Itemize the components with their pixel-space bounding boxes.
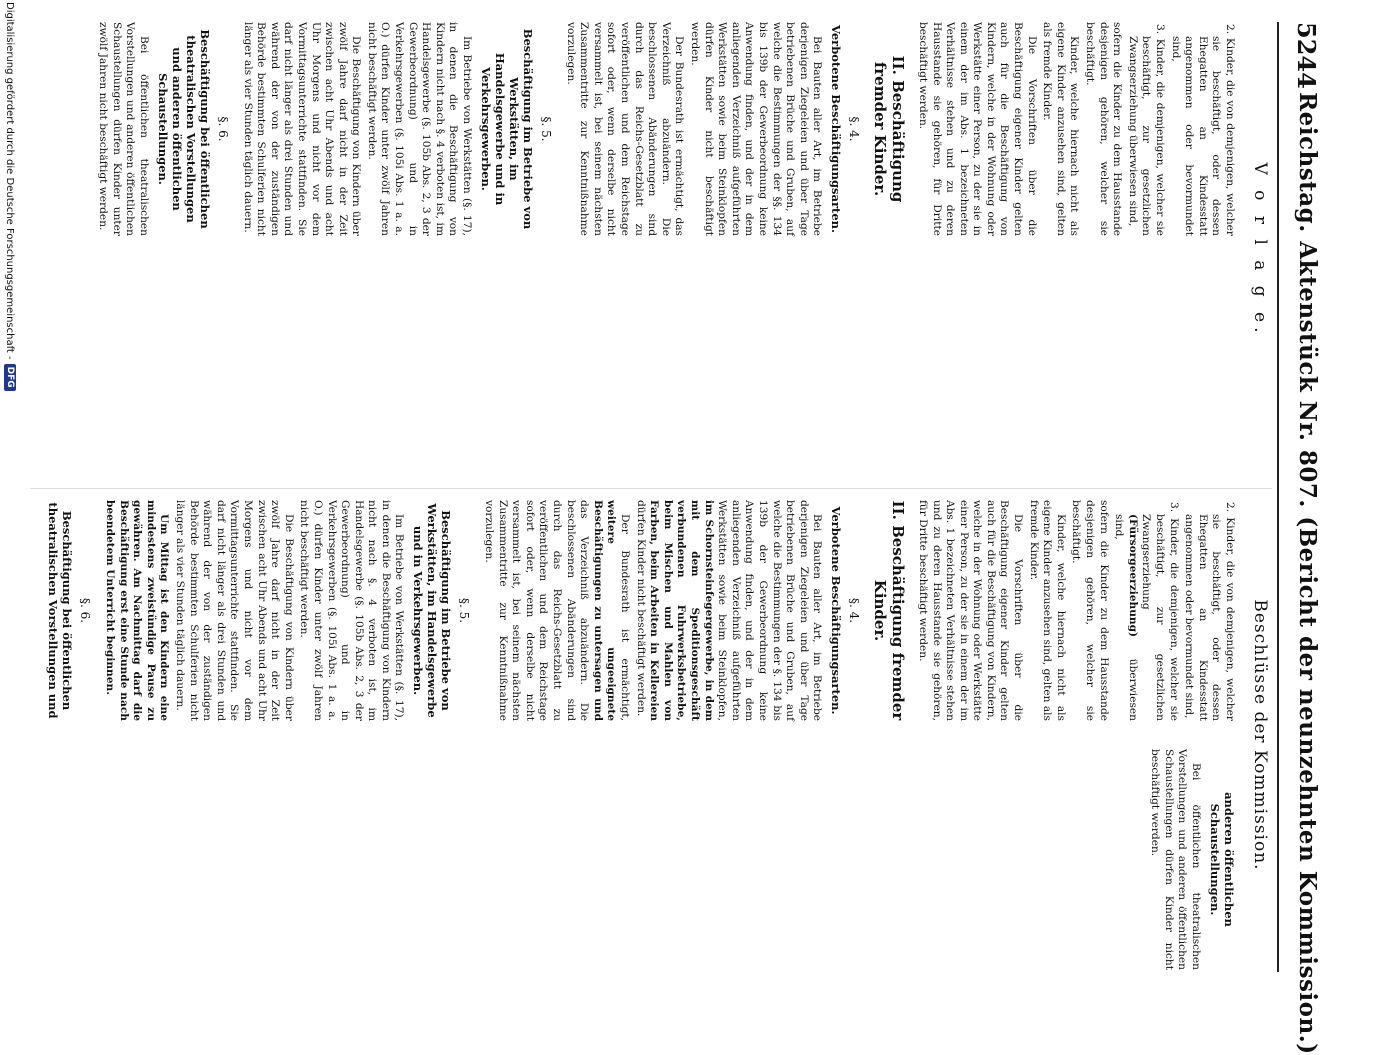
vorlage-s5-title: Beschäftigung im Betriebe von Werkstätten, im Handelsgewerbe und in Verkehrsgewerben. — [479, 28, 536, 230]
vorlage-paragraph: Die Beschäftigung von Kindern über zwölf Jahre darf nicht in der Zeit zwischen acht Uhr Abends und acht Uhr Morgens und nicht vor dem Vormittagsunterrichte stattfinden. Sie darf nicht länger als drei Stunden und während der von der zuständigen Behörde bestimmten Schulferien nicht länger als vier Stunden täglich dauern. — [241, 22, 363, 236]
page-number: 5244 — [1292, 22, 1321, 89]
kommission-paragraph-emphasis: Um Mittag ist den Kindern eine mindestens zweistündige Pause zu gewähren. Am Nachmittag darf die Beschäftigung erst eine Stunde nach beendetem Unterricht beginnen. — [104, 500, 171, 721]
s4-p2-text-end: das Verzeichniß abzuändern. Die beschlossenen Abänderungen sind durch das Reichs-Gesetzblatt zu veröffentlichen und dem Reichstage sofort oder, wenn derselbe nicht versammelt ist, bei seinem nächsten Zusammentritte zur Kenntnißnahme vorzulegen. — [483, 500, 591, 721]
vorlage-columns — [26, 22, 1236, 478]
kommission-heading: Beschlüsse der Kommission. — [1250, 599, 1270, 871]
page-header — [1277, 22, 1325, 1055]
vorlage-s4: §. 4. — [847, 116, 862, 142]
kommission-s5: §. 5. — [457, 597, 472, 624]
s4-text-end: dürfen Kinder nicht beschäftigt werden. — [634, 500, 647, 717]
kommission-paragraph: Kinder, welche hiernach nicht als eigene Kinder anzusehen sind, gelten als fremde Kinder. — [1027, 500, 1067, 721]
kommission-s4-title: Verbotene Beschäftigungsarten. — [829, 506, 844, 715]
footer-text: Digitalisierung gefördert durch die Deutsche Forschungsgemeinschaft - — [4, 2, 16, 360]
page-title: Reichstag. Aktenstück Nr. 807. (Bericht der neunzehnten Kommission.) — [1294, 92, 1321, 1055]
vorlage-s5: §. 5. — [539, 116, 554, 142]
kommission-section-title: II. Beschäftigung fremder Kinder. — [871, 500, 908, 721]
kommission-paragraph: Die Beschäftigung von Kindern über zwölf Jahre darf nicht in der Zeit zwischen acht Uhr Abends und acht Uhr Morgens und nicht vor dem Vormittagsunterrichte stattfinden. Sie darf nicht länger als drei Stunden und während der von der zuständigen Behörde bestimmten Schulferien nicht länger als vier Stunden täglich dauern. — [174, 500, 295, 721]
vorlage-section-title: II. Beschäftigung fremder Kinder. — [871, 55, 908, 203]
s4-emphasis: im Schornsteinfegergewerbe, in dem mit dem Speditionsgeschäft verbundenen Fuhrwerksbetriebe, beim Mischen und Mahlen von Farben, beim Arbeiten in Kellereien — [648, 500, 715, 721]
column-divider — [30, 488, 1272, 489]
vorlage-tail: sofern die Kinder zu dem Hausstande desjenigen gehören, welcher sie beschäftigt. — [1084, 22, 1124, 236]
dfg-logo: DFG — [4, 364, 16, 391]
vorlage-s6: §. 6. — [215, 116, 230, 142]
kommission-section — [26, 500, 1272, 970]
kommission-paragraph — [482, 500, 632, 721]
kommission-item-2: 2. Kinder, die von demjenigen, welcher sie beschäftigt, oder dessen Ehegatten an Kindesstatt angenommen oder bevormundet sind, — [1183, 502, 1236, 721]
vorlage-paragraph: Der Bundesrath ist ermächtigt, das Verzeichniß abzuändern. Die beschlossenen Abänderungen sind durch das Reichs-Gesetzblatt zu veröffentlichen und dem Reichstage sofort oder, wenn derselbe nicht versammelt ist, bei seinem nächsten Zusammentritte zur Kenntnißnahme vorzulegen. — [564, 22, 686, 236]
kommission-columns — [26, 500, 1236, 970]
vorlage-paragraph: Im Betriebe von Werkstätten (§. 17), in denen die Beschäftigung von Kindern nicht nach §. 4 verboten ist, im Handelsgewerbe (§. 105b Abs. 2, 3 der Gewerbeordnung) und in Verkehrsgewerben (§. 105i Abs. 1 a. a. O.) dürfen Kinder unter zwölf Jahren nicht beschäftigt werden. — [365, 22, 474, 236]
vorlage-s4-title: Verbotene Beschäftigungsarten. — [829, 25, 844, 233]
vorlage-paragraph: Bei öffentlichen theatralischen Vorstellungen und anderen öffentlichen Schaustellungen dürfen Kinder unter zwölf Jahren nicht beschäftigt werden. — [97, 22, 150, 236]
vorlage-item-3: 3. Kinder, die demjenigen, welcher sie beschäftigt, zur gesetzlichen Zwangserziehung überwiesen sind, — [1126, 24, 1167, 236]
kommission-tail: sofern die Kinder zu dem Hausstande desjenigen gehören, welcher sie beschäftigt. — [1070, 500, 1110, 721]
vorlage-item-2: 2. Kinder, die von demjenigen, welcher sie beschäftigt, oder dessen Ehegatten an Kindesstatt angenommen oder bevormundet sind, — [1169, 24, 1236, 236]
kommission-s6-title: Beschäftigung bei öffentlichen theatralischen Vorstellungen und anderen öffentlichen Schaustellungen. — [46, 502, 1236, 927]
vorlage-paragraph: Kinder, welche hiernach nicht als eigene Kinder anzusehen sind, gelten als fremde Kinder. — [1041, 22, 1081, 236]
kommission-paragraph: Bei öffentlichen theatralischen Vorstellungen und anderen öffentlichen Schaustellungen dürfen Kinder nicht beschäftigt werden. — [1149, 749, 1202, 970]
kommission-paragraph: Die Vorschriften über die Beschäftigung eigener Kinder gelten auch für die Beschäftigung von Kindern, welche in der Wohnung oder Werkstätte einer Person, zu der sie in einem der im Abs. 1 bezeichneten Verhältnisse stehen und zu deren Hausstande sie gehören, für Dritte beschäftigt werden. — [916, 500, 1025, 721]
vorlage-section — [26, 22, 1272, 478]
s4-p2-text: Der Bundesrath ist ermächtigt, — [619, 514, 632, 721]
vorlage-s6-title: Beschäftigung bei öffentlichen theatralischen Vorstellungen und anderen öffentlichen Schaustellungen. — [155, 29, 212, 229]
s4-text: Bei Bauten aller Art, im Betriebe derjenigen Ziegeleien und über Tage betriebenen Brüche und Gruben, auf welche die Bestimmungen der §. 134 bis 139b der Gewerbeordnung keine Anwendung finden, und der in dem anliegenden Verzeichniß aufgeführten Werkstätten sowie beim Steinklopfen, — [716, 500, 824, 721]
item-3-emphasis: (Fürsorgeerziehung) — [1126, 514, 1139, 638]
item-3-text: 3. Kinder, die demjenigen, welcher sie beschäftigt, zur gesetzlichen Zwangserziehung — [1140, 502, 1180, 721]
kommission-item-3 — [1112, 500, 1180, 721]
vorlage-heading: V o r l a g e. — [1250, 162, 1270, 338]
kommission-s5-title: Beschäftigung im Betriebe von Werkstätten, im Handelsgewerbe und in Verkehrsgewerben. — [411, 503, 454, 718]
kommission-s6: §. 6. — [78, 597, 93, 624]
digitization-footer — [4, 0, 16, 1000]
kommission-s4: §. 4. — [847, 597, 862, 624]
item-3-text-end: überwiesen sind, — [1113, 514, 1139, 721]
kommission-paragraph — [633, 500, 823, 721]
vorlage-paragraph: Die Vorschriften über die Beschäftigung eigener Kinder gelten auch für die Beschäftigung von Kindern, welche in der Wohnung oder Werkstätte einer Person, zu der sie in einem der im Abs. 1 bezeichneten Verhältnisse stehen und zu deren Hausstande sie gehören, für Dritte beschäftigt werden. — [916, 22, 1038, 236]
s4-p2-emphasis: weitere ungeeignete Beschäftigungen zu untersagen und — [591, 500, 618, 721]
vorlage-paragraph: Bei Bauten aller Art, im Betriebe derjenigen Ziegeleien und über Tage betriebenen Brüche und Gruben, auf welche die Bestimmungen der §§. 134 bis 139b der Gewerbeordnung keine Anwendung finden, und der in dem anliegenden Verzeichniß aufgeführten Werkstätten sowie beim Steinklopfen dürfen Kinder nicht beschäftigt werden. — [689, 22, 824, 236]
kommission-paragraph: Im Betriebe von Werkstätten (§. 17), in denen die Beschäftigung von Kindern nicht nach §. 4 verboten ist, im Handelsgewerbe (§. 105b Abs. 2, 3 der Gewerbeordnung) und in Verkehrsgewerben (§. 105i Abs. 1 a. a. O.) dürfen Kinder unter zwölf Jahren nicht beschäftigt werden. — [298, 500, 406, 721]
